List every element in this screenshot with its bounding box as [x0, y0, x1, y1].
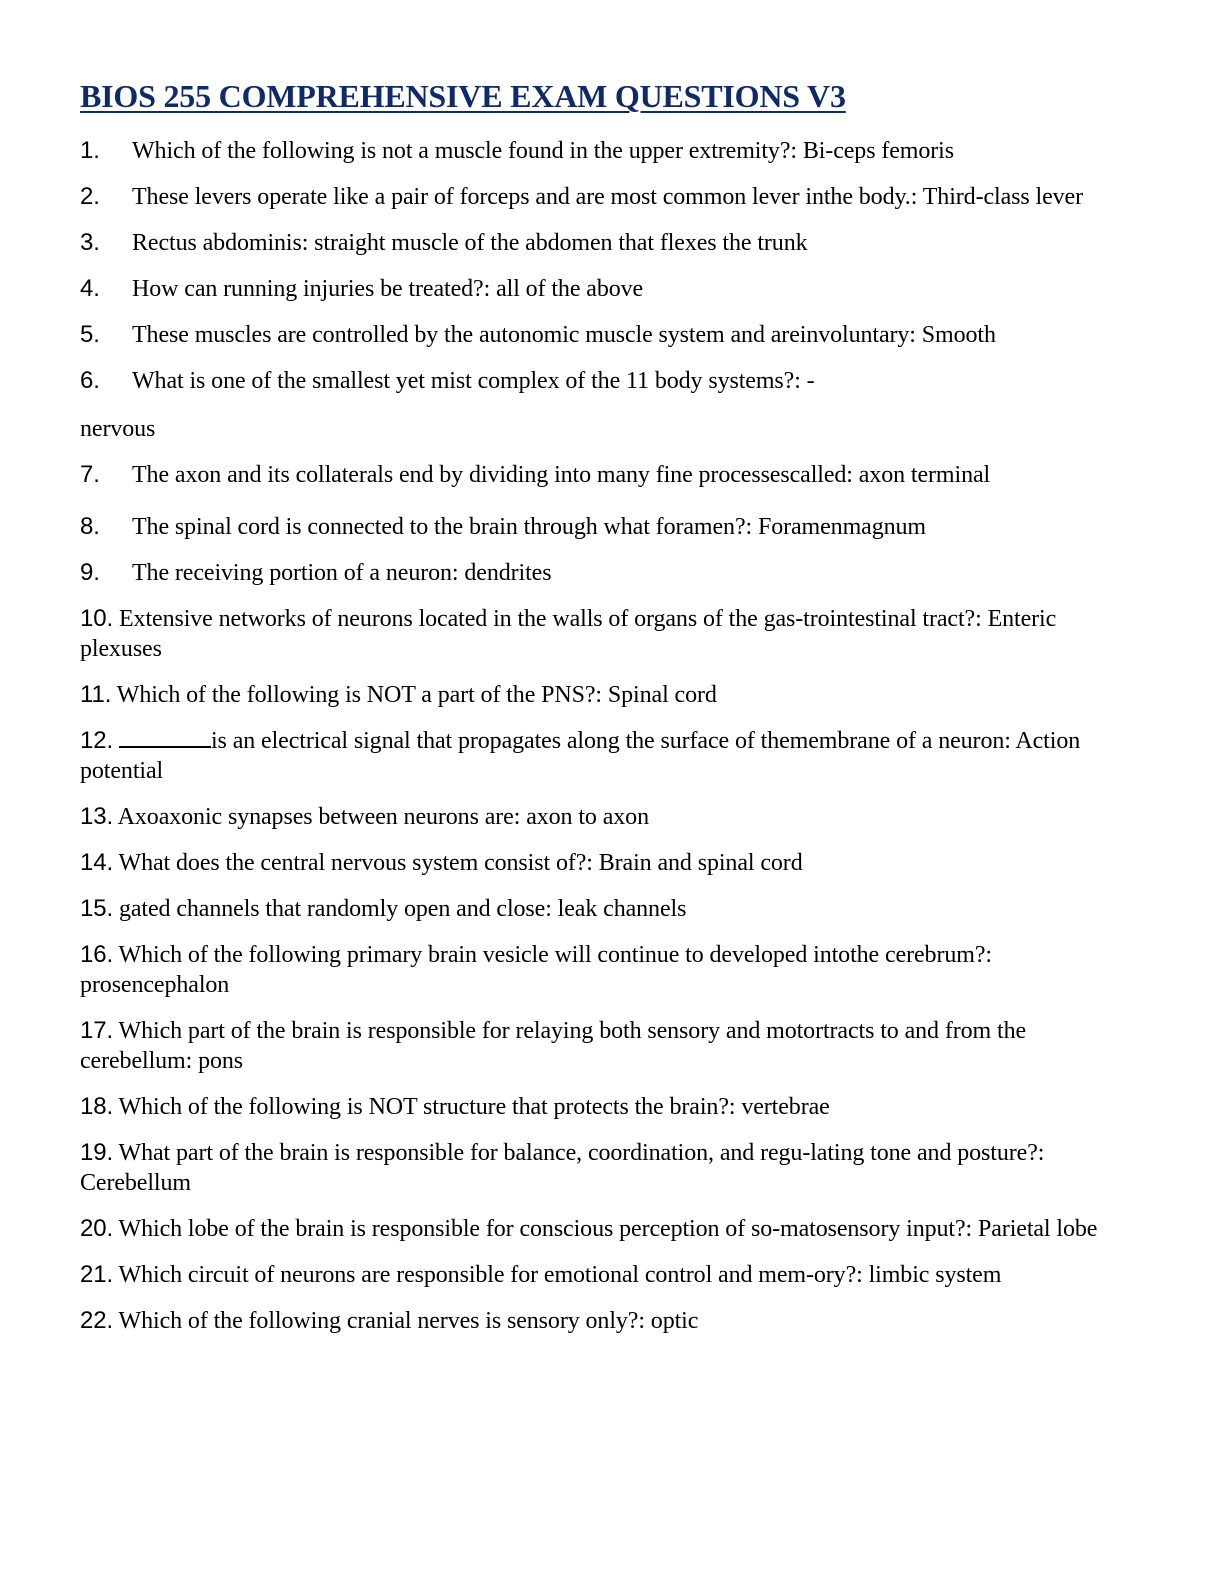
list-item: [80, 228, 1140, 258]
question-number: 16.: [80, 941, 114, 968]
list-item: [80, 1306, 1140, 1336]
question-number: 11.: [80, 681, 112, 708]
question-text: The axon and its collaterals end by dividing into many fine processescalled: axon terminal: [132, 462, 991, 488]
question-number: 20.: [80, 1215, 114, 1242]
list-item: [80, 512, 1140, 542]
question-number: 19.: [80, 1139, 114, 1166]
question-text: Which of the following primary brain vesicle will continue to developed intothe cerebrum?: prosencephalon: [80, 942, 992, 998]
list-item: [80, 136, 1140, 166]
question-number: 21.: [80, 1261, 114, 1288]
answer-blank: [119, 726, 211, 748]
question-list: [80, 136, 1140, 1336]
question-number: 18.: [80, 1093, 114, 1120]
question-number: 8.: [80, 513, 100, 540]
question-number: 5.: [80, 321, 100, 348]
list-item: [80, 460, 1140, 490]
list-item: [80, 366, 1140, 444]
list-item: [80, 894, 1140, 924]
question-number: 17.: [80, 1017, 114, 1044]
list-item: [80, 726, 1140, 786]
list-item: [80, 802, 1140, 832]
question-text: Extensive networks of neurons located in the walls of organs of the gas-trointestinal tract?: Enteric plexuses: [80, 606, 1057, 662]
question-number: 10.: [80, 605, 114, 632]
question-number: 4.: [80, 275, 100, 302]
question-number: 13.: [80, 803, 114, 830]
list-item: [80, 320, 1140, 350]
question-text: Which of the following is NOT structure that protects the brain?: vertebrae: [118, 1094, 830, 1120]
question-number: 22.: [80, 1307, 114, 1334]
list-item: [80, 1260, 1140, 1290]
question-text-continuation: nervous: [80, 416, 156, 442]
document-page: [80, 76, 1140, 1352]
question-text: What is one of the smallest yet mist complex of the 11 body systems?: -: [132, 368, 815, 394]
list-item: [80, 1138, 1140, 1198]
question-text: Rectus abdominis: straight muscle of the abdomen that flexes the trunk: [132, 230, 808, 256]
list-item: [80, 1092, 1140, 1122]
question-text: Which part of the brain is responsible for relaying both sensory and motortracts to and from the cerebellum: pons: [80, 1018, 1027, 1074]
question-text: Which lobe of the brain is responsible for conscious perception of so-matosensory input?: Parietal lobe: [118, 1216, 1098, 1242]
question-text: Axoaxonic synapses between neurons are: axon to axon: [117, 804, 649, 830]
list-item: [80, 182, 1140, 212]
list-item: [80, 680, 1140, 710]
question-number: 1.: [80, 137, 100, 164]
list-item: [80, 604, 1140, 664]
question-text: How can running injuries be treated?: all of the above: [132, 276, 644, 302]
question-text: These muscles are controlled by the autonomic muscle system and areinvoluntary: Smooth: [132, 322, 996, 348]
question-number: 7.: [80, 461, 100, 488]
list-item: [80, 848, 1140, 878]
question-text: What does the central nervous system consist of?: Brain and spinal cord: [118, 850, 803, 876]
question-text: The receiving portion of a neuron: dendrites: [132, 560, 552, 586]
list-item: [80, 274, 1140, 304]
list-item: [80, 1214, 1140, 1244]
question-text: Which of the following is not a muscle found in the upper extremity?: Bi-ceps femoris: [132, 138, 954, 164]
question-text: gated channels that randomly open and close: leak channels: [118, 896, 687, 922]
question-text: These levers operate like a pair of forceps and are most common lever inthe body.: Third-class lever: [132, 184, 1083, 210]
document-title: BIOS 255 COMPREHENSIVE EXAM QUESTIONS V3: [80, 78, 846, 114]
question-number: 14.: [80, 849, 114, 876]
question-text: Which of the following cranial nerves is sensory only?: optic: [118, 1308, 699, 1334]
question-number: 12.: [80, 727, 114, 754]
question-text: Which of the following is NOT a part of the PNS?: Spinal cord: [116, 682, 717, 708]
question-number: 6.: [80, 367, 100, 394]
question-number: 2.: [80, 183, 100, 210]
list-item: [80, 940, 1140, 1000]
question-number: 9.: [80, 559, 100, 586]
question-text: is an electrical signal that propagates along the surface of themembrane of a neuron: Action potential: [80, 728, 1081, 784]
question-text: The spinal cord is connected to the brain through what foramen?: Foramenmagnum: [132, 514, 926, 540]
question-text: What part of the brain is responsible for balance, coordination, and regu-lating tone and posture?: Cerebellum: [80, 1140, 1045, 1196]
question-text: Which circuit of neurons are responsible for emotional control and mem-ory?: limbic system: [118, 1262, 1002, 1288]
list-item: [80, 1016, 1140, 1076]
list-item: [80, 558, 1140, 588]
question-number: 3.: [80, 229, 100, 256]
question-number: 15.: [80, 895, 114, 922]
